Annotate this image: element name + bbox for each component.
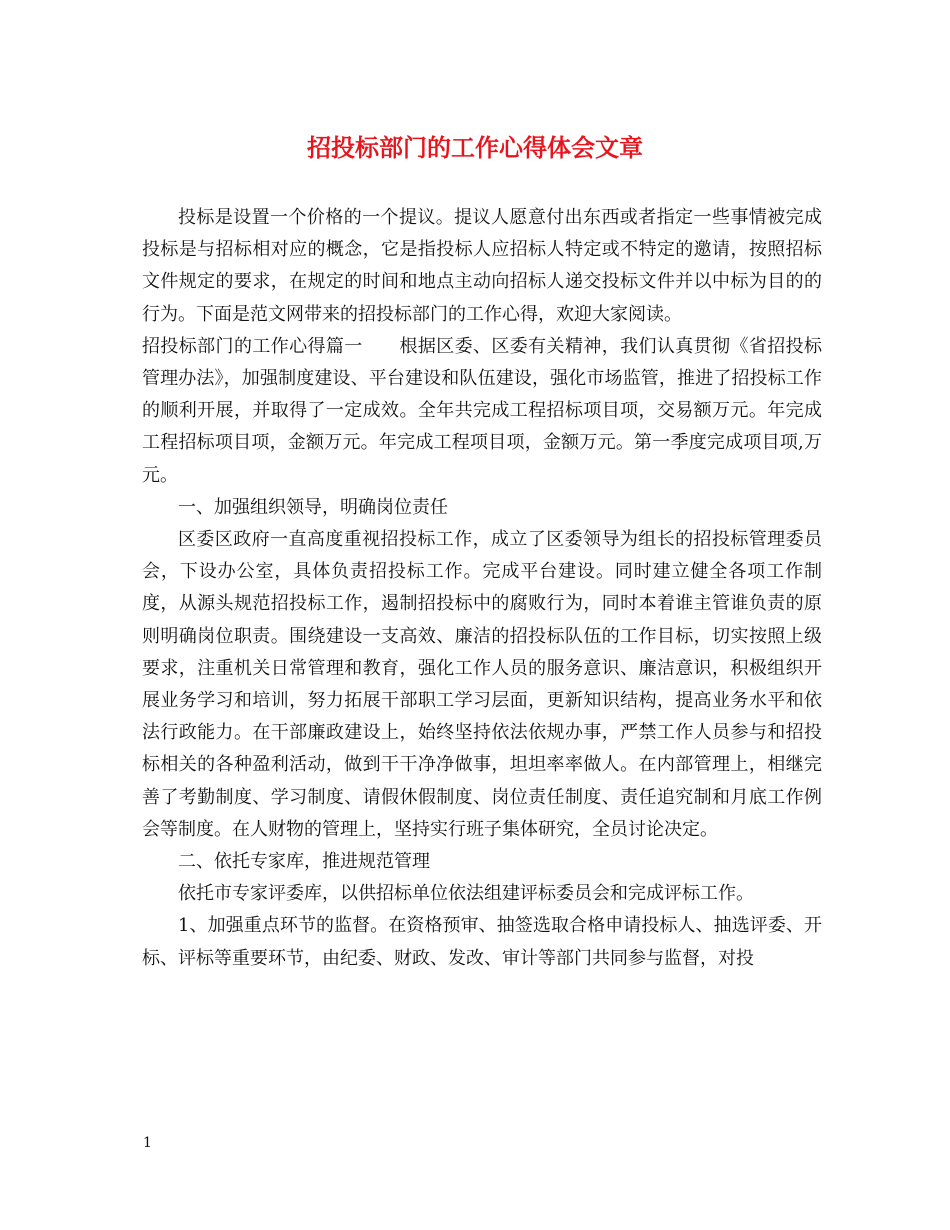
section-2-paragraph: 依托市专家评委库，以供招标单位依法组建评标委员会和完成评标工作。 [178, 883, 754, 905]
section-2-item-1-paragraph: 1、加强重点环节的监督。在资格预审、抽签选取合格申请投标人、抽选评委、开标、评标等重要环节，由纪委、财政、发改、审计等部门共同参与监督，对投 [142, 915, 822, 969]
document-title: 招投标部门的工作心得体会文章 [307, 133, 643, 162]
intro-paragraph: 投标是设置一个价格的一个提议。提议人愿意付出东西或者指定一些事情被完成投标是与招标相对应的概念，它是指投标人应招标人特定或不特定的邀请，按照招标文件规定的要求，在规定的时间和地点主动向招标人递交投标文件并以中标为目的的行为。下面是范文网带来的招投标部门的工作心得，欢迎大家阅读。 [142, 207, 822, 325]
document-body [142, 202, 822, 975]
section-heading-1: 一、加强组织领导，明确岗位责任 [178, 496, 448, 518]
section-1-paragraph: 区委区政府一直高度重视招投标工作，成立了区委领导为组长的招投标管理委员会，下设办公室，具体负责招投标工作。完成平台建设。同时建立健全各项工作制度，从源头规范招投标工作，遏制招投标中的腐败行为，同时本着谁主管谁负责的原则明确岗位职责。围绕建设一支高效、廉洁的招投标队伍的工作目标，切实按照上级要求，注重机关日常管理和教育，强化工作人员的服务意识、廉洁意识，积极组织开展业务学习和培训，努力拓展干部职工学习层面，更新知识结构，提高业务水平和依法行政能力。在干部廉政建设上，始终坚持依法依规办事，严禁工作人员参与和招投标相关的各种盈利活动，做到干干净净做事，坦坦率率做人。在内部管理上，相继完善了考勤制度、学习制度、请假休假制度、岗位责任制度、责任追究制和月底工作例会等制度。在人财物的管理上，坚持实行班子集体研究，全员讨论决定。 [142, 529, 822, 840]
section-heading-2: 二、依托专家库，推进规范管理 [178, 851, 430, 873]
page-number: 1 [143, 1135, 152, 1151]
section-intro-paragraph: 招投标部门的工作心得篇一 根据区委、区委有关精神，我们认真贯彻《省招投标管理办法》，加强制度建设、平台建设和队伍建设，强化市场监管，推进了招投标工作的顺利开展，并取得了一定成效。全年共完成工程招标项目项，交易额万元。年完成工程招标项目项，金额万元。年完成工程项目项，金额万元。第一季度完成项目项,万元。 [142, 335, 822, 486]
